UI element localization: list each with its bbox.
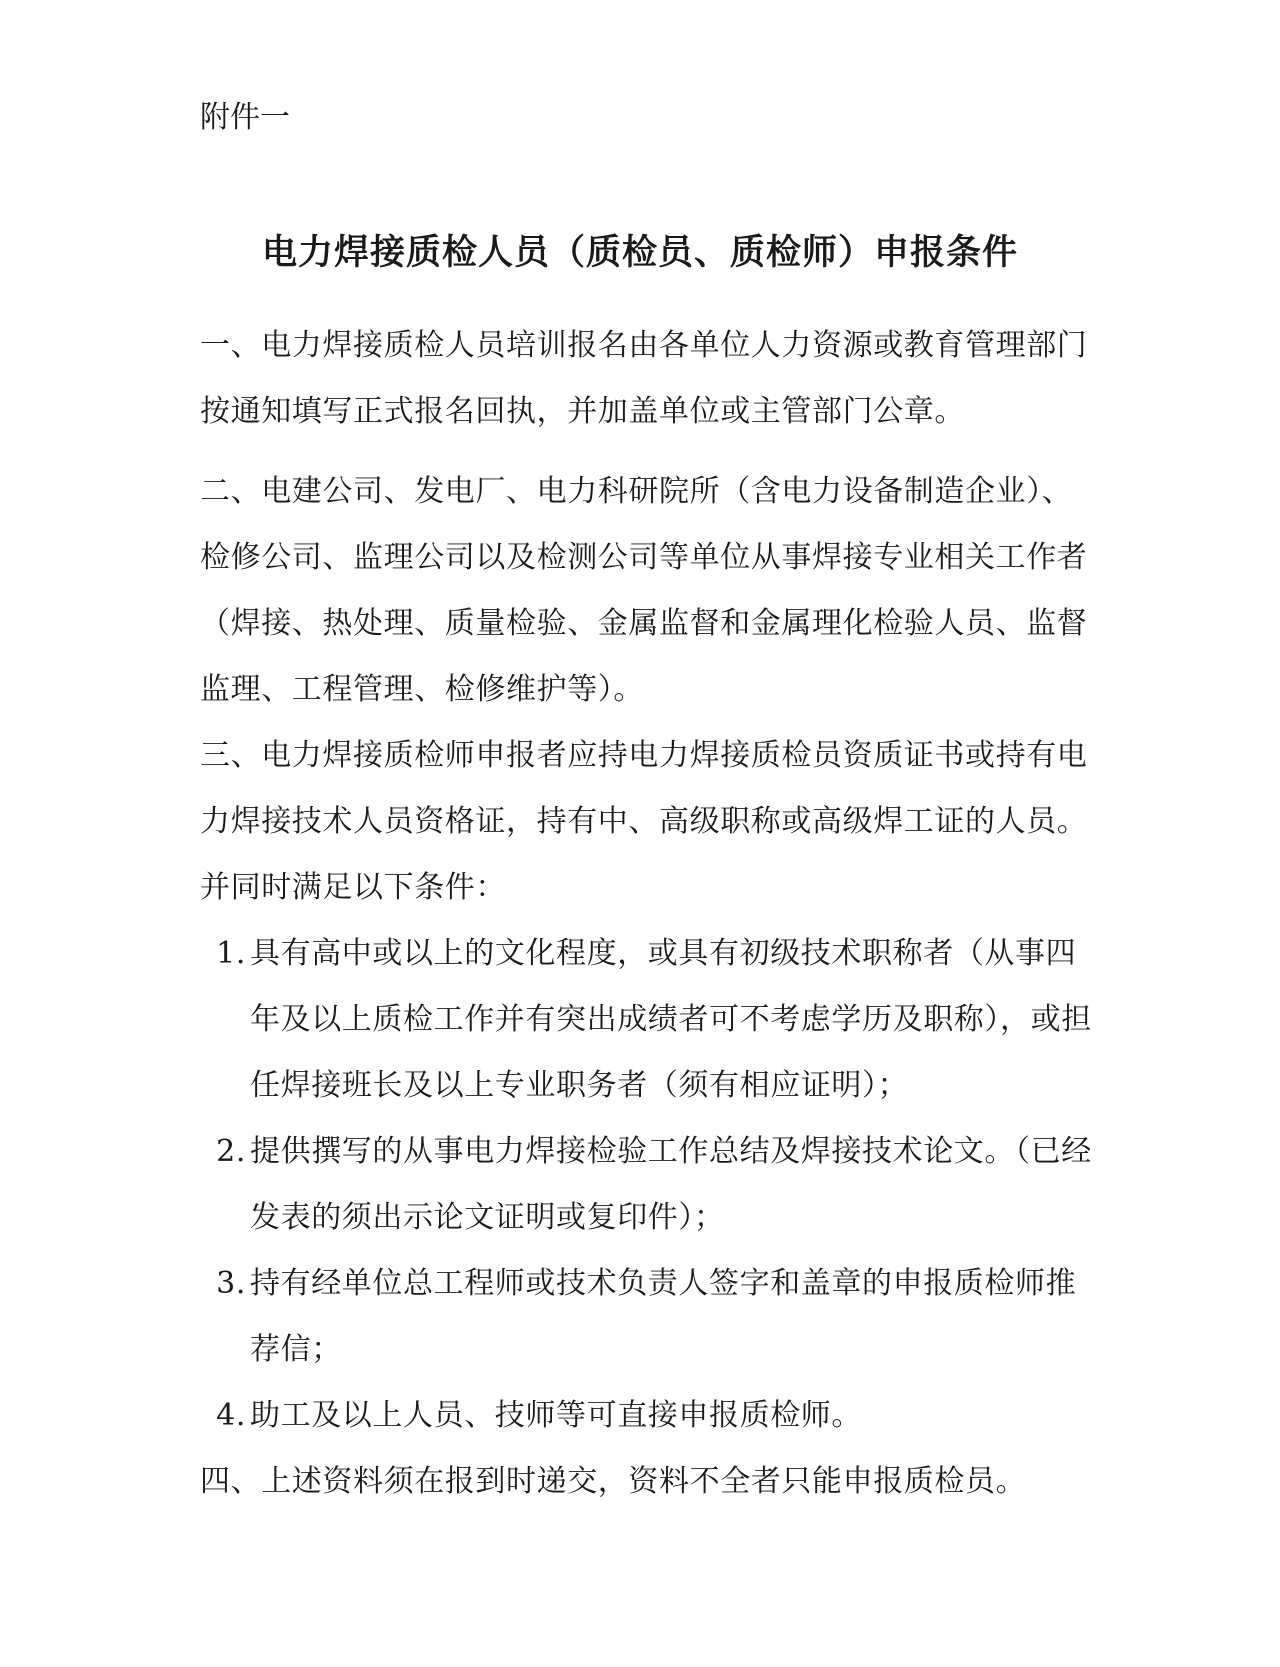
document-title: 电力焊接质检人员（质检员、质检师）申报条件	[261, 233, 1018, 273]
paragraph-4: 四、上述资料须在报到时递交，资料不全者只能申报质检员。	[200, 1464, 1027, 1499]
condition-number: 4.	[216, 1398, 246, 1433]
condition-item	[200, 1119, 1100, 1251]
condition-item	[200, 921, 1100, 1119]
condition-number: 1.	[216, 936, 246, 971]
condition-number: 2.	[216, 1134, 246, 1169]
document-body	[200, 313, 1100, 1515]
condition-text: 助工及以上人员、技师等可直接申报质检师。	[250, 1398, 862, 1433]
paragraph-3: 三、电力焊接质检师申报者应持电力焊接质检员资质证书或持有电力焊接技术人员资格证，持有中、高级职称或高级焊工证的人员。	[200, 738, 1088, 839]
condition-text: 持有经单位总工程师或技术负责人签字和盖章的申报质检师推荐信；	[250, 1266, 1077, 1367]
condition-text: 提供撰写的从事电力焊接检验工作总结及焊接技术论文。（已经发表的须出示论文证明或复印件）；	[250, 1134, 1092, 1235]
conditions-intro: 并同时满足以下条件：	[200, 870, 506, 905]
condition-number: 3.	[216, 1266, 246, 1301]
attachment-label: 附件一	[200, 100, 290, 135]
paragraph-1: 一、电力焊接质检人员培训报名由各单位人力资源或教育管理部门按通知填写正式报名回执，并加盖单位或主管部门公章。	[200, 328, 1088, 429]
paragraph-2: 二、电建公司、发电厂、电力科研院所（含电力设备制造企业）、检修公司、监理公司以及检测公司等单位从事焊接专业相关工作者（焊接、热处理、质量检验、金属监督和金属理化检验人员、监督监理、工程管理、检修维护等）。	[200, 474, 1088, 707]
condition-item	[200, 1251, 1100, 1383]
condition-text: 具有高中或以上的文化程度，或具有初级技术职称者（从事四年及以上质检工作并有突出成绩者可不考虑学历及职称），或担任焊接班长及以上专业职务者（须有相应证明）；	[250, 936, 1092, 1103]
condition-item	[200, 1383, 1100, 1449]
conditions-list	[200, 921, 1100, 1449]
